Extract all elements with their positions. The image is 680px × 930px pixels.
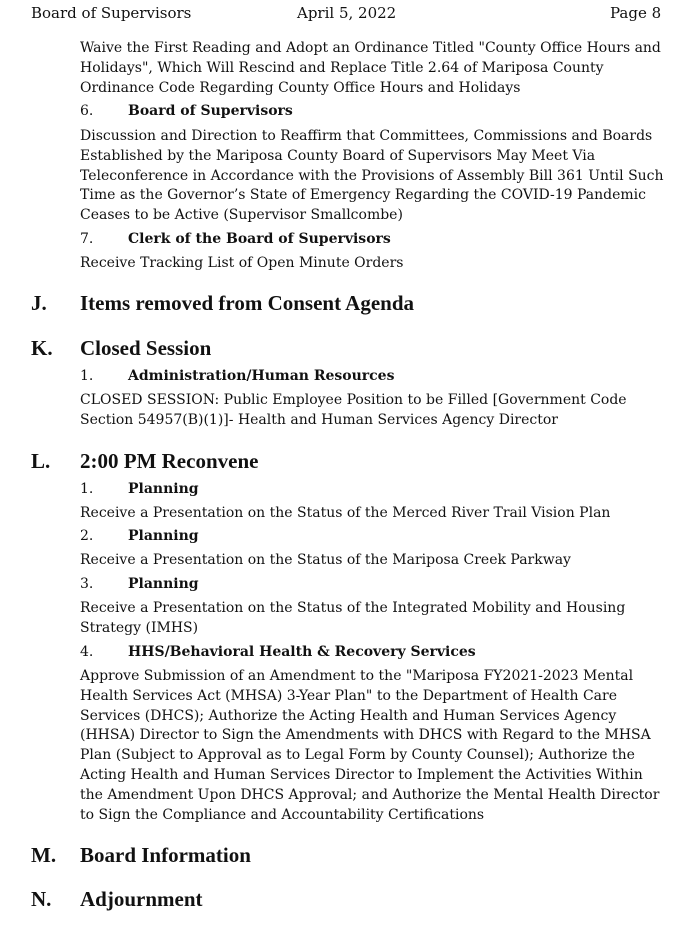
item-description: Receive a Presentation on the Status of the Integrated Mobility and Housing Strategy (IMHS) (80, 600, 626, 636)
continued-item-text: Waive the First Reading and Adopt an Ordinance Titled "County Office Hours and Holidays", Which Will Rescind and Replace Title 2.64 of Mariposa County Ordinance Code Regarding County Office Hours and Holidays (80, 40, 661, 96)
section-title: Adjournment (80, 887, 203, 911)
item-number: 6. (80, 103, 94, 119)
item-title: Planning (128, 528, 199, 544)
section-title: Board Information (80, 843, 251, 867)
section-letter: J. (31, 291, 47, 315)
item-description: Receive a Presentation on the Status of the Merced River Trail Vision Plan (80, 505, 611, 521)
item-title: Board of Supervisors (128, 103, 293, 119)
item-description: Receive Tracking List of Open Minute Orders (80, 255, 404, 271)
section-title: Closed Session (80, 336, 212, 360)
section-letter: N. (31, 887, 52, 911)
agenda-item-heading (80, 368, 665, 384)
item-description: Discussion and Direction to Reaffirm that Committees, Commissions and Boards Established by the Mariposa County Board of Supervisors May Meet Via Teleconference in Accordance with the Provisions of Assembly Bill 361 Until Such Time as the Governor’s State of Emergency Regarding the COVID-19 Pandemic Ceases to be Active (Supervisor Smallcombe) (80, 128, 664, 224)
item-title: Planning (128, 576, 199, 592)
section-title: 2:00 PM Reconvene (80, 449, 259, 473)
header-date: April 5, 2022 (297, 4, 397, 22)
item-description: Receive a Presentation on the Status of the Mariposa Creek Parkway (80, 552, 571, 568)
agenda-item-heading (80, 231, 665, 247)
section-letter: K. (31, 336, 53, 360)
item-title: Planning (128, 481, 199, 497)
agenda-item-heading (80, 644, 665, 660)
item-number: 7. (80, 231, 94, 247)
item-number: 4. (80, 644, 94, 660)
item-title: HHS/Behavioral Health & Recovery Services (128, 644, 476, 660)
header-board-name: Board of Supervisors (31, 4, 192, 22)
section-letter: L. (31, 449, 51, 473)
header-page-number: Page 8 (610, 4, 662, 22)
item-number: 2. (80, 528, 94, 544)
agenda-item-heading (80, 103, 665, 119)
item-number: 1. (80, 368, 94, 384)
section-letter: M. (31, 843, 57, 867)
item-number: 3. (80, 576, 94, 592)
item-description: Approve Submission of an Amendment to the "Mariposa FY2021-2023 Mental Health Services Act (MHSA) 3-Year Plan" to the Department of Health Care Services (DHCS); Authorize the Acting Health and Human Services Agency (HHSA) Director to Sign the Amendments with DHCS with Regard to the MHSA Plan (Subject to Approval as to Legal Form by County Counsel); Authorize the Acting Health and Human Services Director to Implement the Activities Within the Amendment Upon DHCS Approval; and Authorize the Mental Health Director to Sign the Compliance and Accountability Certifications (80, 668, 660, 823)
item-title: Administration/Human Resources (128, 368, 395, 384)
agenda-item-heading (80, 576, 665, 592)
item-number: 1. (80, 481, 94, 497)
agenda-item-heading (80, 528, 665, 544)
agenda-item-heading (80, 481, 665, 497)
section-title: Items removed from Consent Agenda (80, 291, 415, 315)
item-description: CLOSED SESSION: Public Employee Position to be Filled [Government Code Section 54957(B)(1)]- Health and Human Services Agency Director (80, 392, 627, 428)
item-title: Clerk of the Board of Supervisors (128, 231, 391, 247)
